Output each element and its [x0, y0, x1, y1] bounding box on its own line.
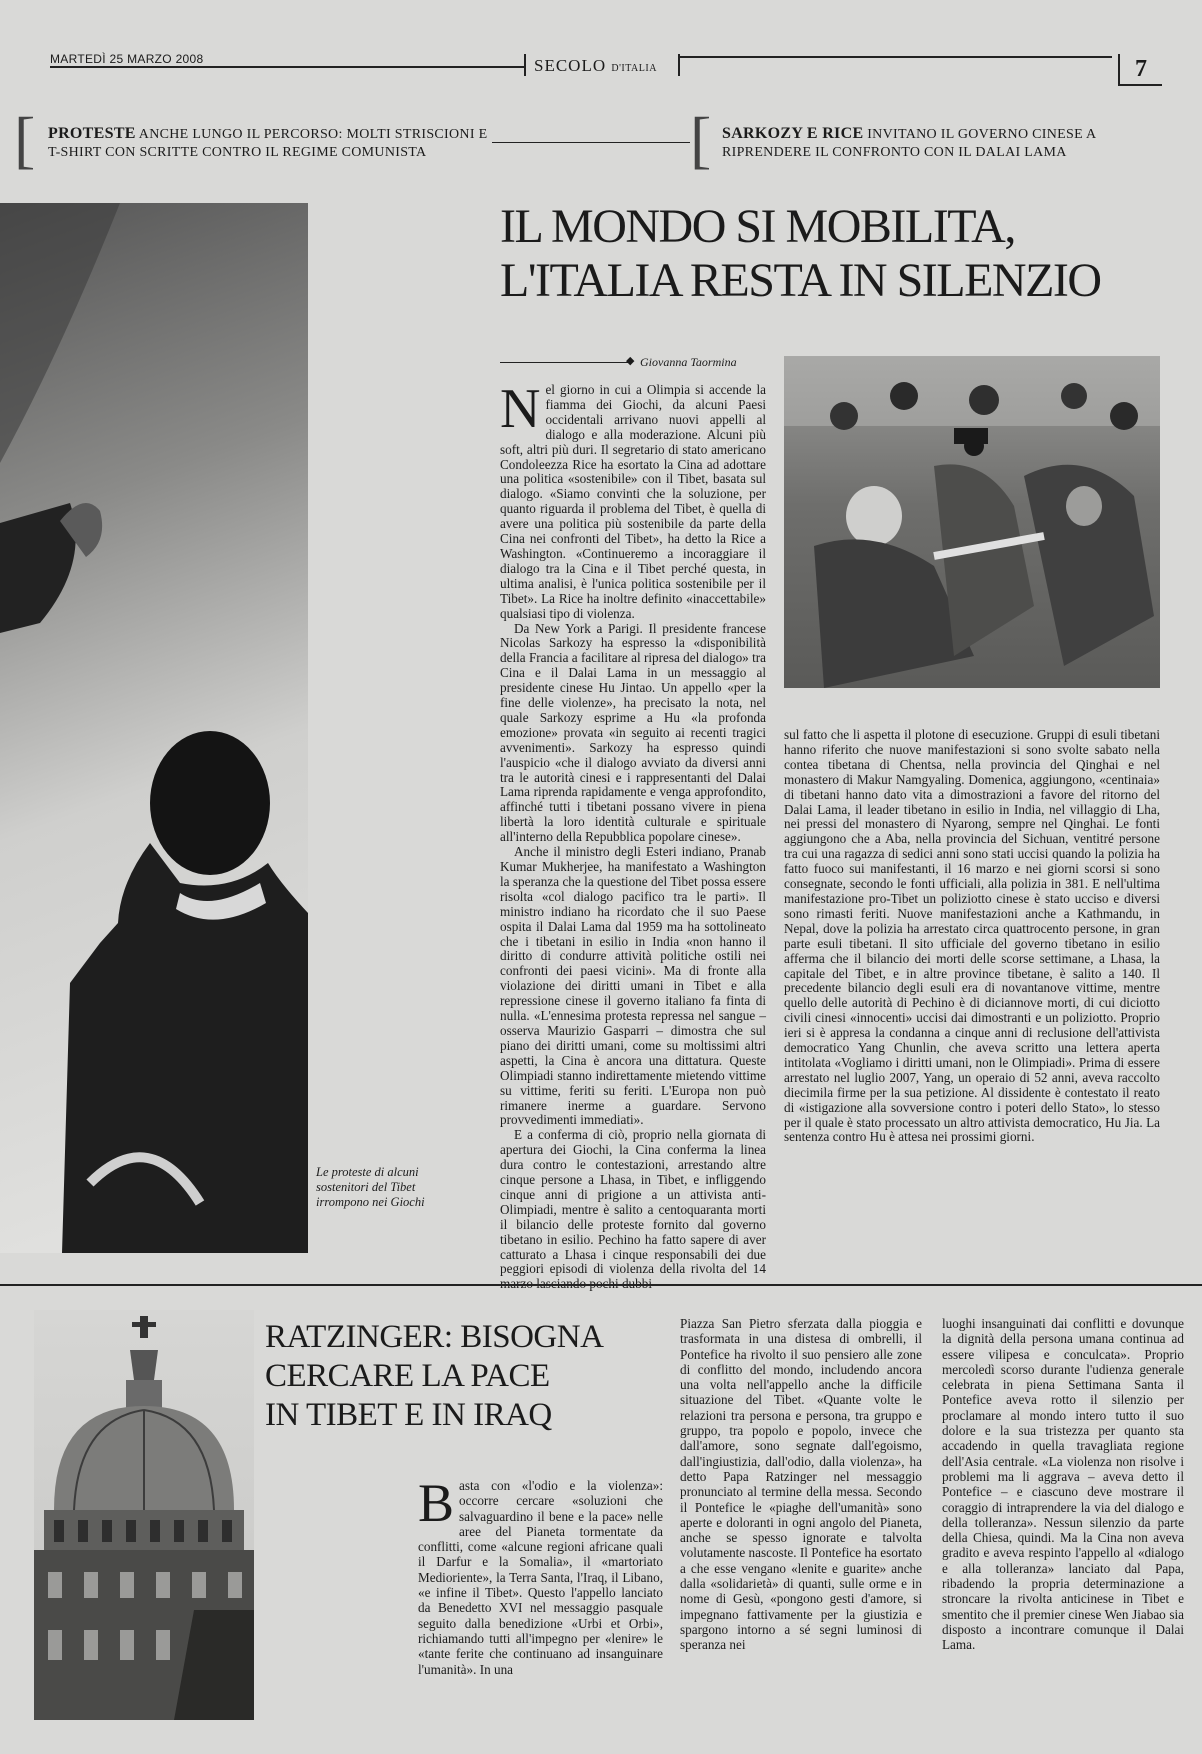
kicker-right: SARKOZY E RICE INVITANO IL GOVERNO CINESE A RIPRENDERE IL CONFRONTO CON IL DALAI LAMA — [722, 125, 1096, 160]
kicker-bracket-left: [ — [14, 104, 36, 175]
monks-soldiers-photo — [784, 356, 1160, 688]
article2-headline: RATZINGER: BISOGNA CERCARE LA PACE IN TIBET E IN IRAQ — [265, 1319, 604, 1433]
st-peters-dome-drawing — [34, 1310, 254, 1720]
kicker-bracket-right: [ — [690, 104, 712, 175]
byline: Giovanna Taormina — [640, 355, 737, 369]
article-headline: IL MONDO SI MOBILITA, L'ITALIA RESTA IN SILENZIO — [500, 200, 1101, 307]
issue-date: MARTEDÌ 25 MARZO 2008 — [50, 52, 204, 66]
protest-photo-drawing — [0, 203, 308, 1253]
newspaper-name: SECOLO D'ITALIA — [534, 56, 657, 75]
dropcap: N — [500, 378, 541, 440]
article1-column-2: sul fatto che li aspetta il plotone di esecuzione. Gruppi di esuli tibetani hanno riferito che nuove manifestazioni si sono svolte sabato nella contea tibetana di Chentsa, nella provincia del Qinghai e nel monastero di Makur Namgyaling. Domenica, aggiungono, «centinaia» di tibetani hanno dato vita a dimostrazioni a favore del ritorno del Dalai Lama, il leader tibetano in esilio in India, nel villaggio di Lha, nei pressi del monastero di Nyarong, sempre nel Qinghai. Le fonti aggiungono che a Aba, nella provincia del Sichuan, ventitré persone tra cui una ragazza di sedici anni sono stati uccisi quando la polizia ha fatto fuoco sui manifestanti, il 16 marzo e nei giorni scorsi si sono consegnate, secondo le fonti ufficiali, alla polizia in 381. E nell'ultima manifestazione pro-Tibet un poliziotto cinese è stato ucciso e diversi sono rimasti feriti. Nuove manifestazioni anche a Kathmandu, in Nepal, dove la polizia ha arrestato circa quattrocento persone, in gran parte esuli tibetani. Il sito ufficiale del governo tibetano in esilio afferma che il bilancio dei morti delle scorse settimane, a Lhasa, la capitale del Tibet, e in altre province tibetane, è salito a 140. Il precedente bilancio degli esuli era di novantanove vittime, mentre quello delle autorità di Pechino è di diciannove morti, di cui diciotto civili cinesi «innocenti» uccisi dai dimostranti e un poliziotto. Proprio ieri si è appresa la condanna a cinque anni di reclusione dell'attivista democratico Yang Chunlin, che aveva scritto una lettera aperta intitolata «Vogliamo i diritti umani, non le Olimpiadi». Prima di essere arrestato nel luglio 2007, Yang, un operaio di 52 anni, aveva raccolto diecimila firme per la sua petizione. Al dissidente è contestato il reato di «istigazione alla sovversione contro i poteri dello Stato», lo stesso per il quale è stato processato un altro attivista democratico, Hu Jia. La sentenza contro Hu è attesa nei prossimi giorni. — [784, 727, 1160, 1145]
article2-column-2: Piazza San Pietro sferzata dalla pioggia e trasformata in una distesa di ombrelli, il Pontefice ha rivolto il suo pensiero alle zone di conflitto del mondo, includendo ancora una volta nell'appello anche la difficile situazione del Tibet. «Quante volte le relazioni tra persona e persona, tra gruppo e gruppo, tra popolo e popolo, invece che dall'amore, sono segnate dall'egoismo, dall'ingiustizia, dall'odio, dalla violenza», ha detto Papa Ratzinger nel messaggio pronunciato al termine della messa. Secondo il Pontefice le «piaghe dell'umanità» sono aperte e doloranti in ogni angolo del Pianeta, anche se spesso ignorate e talvolta volutamente nascoste. Il Pontefice ha esortato a che esse vengano «lenite e guarite» anche dalla «solidarietà» di quanti, sulle orme e in nome di Gesù, «pongono gesti d'amore, si impegnano fattivamente per la giustizia e spargono intorno a sé segni luminosi di speranza nei — [680, 1316, 922, 1653]
kicker-left: PROTESTE ANCHE LUNGO IL PERCORSO: MOLTI STRISCIONI E T-SHIRT CON SCRITTE CONTRO IL REGIME COMUNISTA — [48, 125, 488, 160]
dropcap: B — [418, 1473, 455, 1533]
photo-caption: Le proteste di alcuni sostenitori del Tibet irrompono nei Giochi — [316, 1165, 425, 1209]
article2-column-1: Basta con «l'odio e la violenza»: occorre cercare «soluzioni che salvaguardino il bene e la pace» nelle aree del Pianeta tormentate da conflitti, come «alcune regioni africane quali il Darfur e la Somalia», il «martoriato Medioriente», la Terra Santa, l'Iraq, il Libano, «e infine il Tibet». Questo l'appello lanciato da Benedetto XVI nel messaggio pasquale seguito dalla benedizione «Urbi et Orbi», richiamando tutti all'impegno per «lenire» le «tante ferite che continuano ad insanguinare l'umanità». In una — [418, 1473, 663, 1677]
protest-photo — [0, 203, 308, 1253]
byline-diamond: ◆ — [626, 355, 635, 367]
article2-column-3: luoghi insanguinati dai conflitti e dovunque la dignità della persona umana continua ad essere vilipesa e conculcata». Proprio mercoledì scorso durante l'udienza generale celebrata in piena Settimana Santa il Pontefice aveva rotto il silenzio per proclamare al mondo intero tutto il suo dolore e la sua tristezza per quanto sta accadendo in quella travagliata regione dell'Asia centrale. «La violenza non risolve i problemi ma li aggrava – aveva detto il Pontefice – e ciascuno deve mostrare il coraggio di intraprendere la via del dialogo e della tolleranza». Nessun silenzio da parte della Chiesa, quindi. Ma la Cina non aveva gradito e aveva respinto l'appello al «dialogo e alla tolleranza» lanciato dal Papa, ribadendo la propria determinazione a stroncare la rivolta anticinese in Tibet e smentito che il premier cinese Wen Jiabao sia disposto a incontrare comunque il Dalai Lama. — [942, 1316, 1184, 1653]
article1-column-1: Nel giorno in cui a Olimpia si accende la fiamma dei Giochi, da alcuni Paesi occidentali arrivano nuovi appelli al dialogo e alla moderazione. Alcuni più soft, altri più duri. Il segretario di stato americano Condoleezza Rice ha esortato la Cina ad adottare una politica «sostenibile» con il Tibet, basata sul dialogo. «Siamo convinti che la soluzione, per quanto riguarda il problema del Tibet, è quella di avere una politica più sostenibile da parte della Cina nei confronti del Tibet», ha detto la Rice a Washington. «Continueremo a incoraggiare il dialogo tra la Cina e il Tibet perché questa, in ultima analisi, è l'unica politica sostenibile per il Tibet». La Rice ha inoltre definito «inaccettabile» qualsiasi tipo di violenza. Da New York a Parigi. Il presidente francese Nicolas Sarkozy ha espresso la «disponibilità della Francia a facilitare al ripresa del dialogo» tra Cina e il Dalai Lama in un messaggio al presidente cinese Hu Jintao. Un appello «per la fine delle violenze», ha precisato la nota, nel quale Sarkozy esprime a Hu «la profonda emozione» provata «in seguito ai recenti tragici avvenimenti». Sarkozy ha espresso quindi l'auspicio «che il dialogo avviato da diversi anni tra le autorità cinesi e i rappresentanti del Dalai Lama riprenda rapidamente e venga approfondito, affinché tutti i tibetani possano vivere in piena libertà la loro identità culturale e spirituale all'interno della Repubblica popolare cinese». Anche il ministro degli Esteri indiano, Pranab Kumar Mukherjee, ha manifestato a Washington la speranza che la questione del Tibet possa essere risolta «col dialogo pacifico tra le parti». Il ministro indiano ha ricordato che il suo Paese ospita il Dalai Lama dal 1959 ma ha sottolineato che i tibetani in esilio in India «non hanno il diritto di condurre attività politiche ostili nei confronti dei paesi vicini». Ma di fronte alla violazione dei diritti umani in Tibet e alla repressione cinese il governo italiano fa finta di nulla. «L'ennesima protesta repressa nel sangue – osserva Maurizio Gasparri – dimostra che sul piano dei diritti umani, come su moltissimi altri aspetti, la Cina è ancora una dittatura. Queste Olimpiadi stanno indirettamente mietendo vittime su vittime, feriti su feriti. L'Europa non può rimanere inerme a guardare. Servono provvedimenti immediati». E a conferma di ciò, proprio nella giornata di apertura dei Giochi, la Cina conferma la linea dura contro le contestazioni, arrestando altre cinque persone a Lhasa, in Tibet, e infliggendo cinque anni di prigione a un attivista anti-Olimpiadi, mentre è salito a centoquaranta morti il bilancio delle proteste fornito dal governo tibetano in esilio. Pechino ha fatto sapere di aver catturato a Lhasa i cinque responsabili dei due peggiori episodi di violenza della rivolta del 14 — [500, 378, 766, 1277]
monks-soldiers-drawing — [784, 356, 1160, 688]
page-number: 7 — [1118, 54, 1162, 86]
st-peters-dome-photo — [34, 1310, 254, 1720]
